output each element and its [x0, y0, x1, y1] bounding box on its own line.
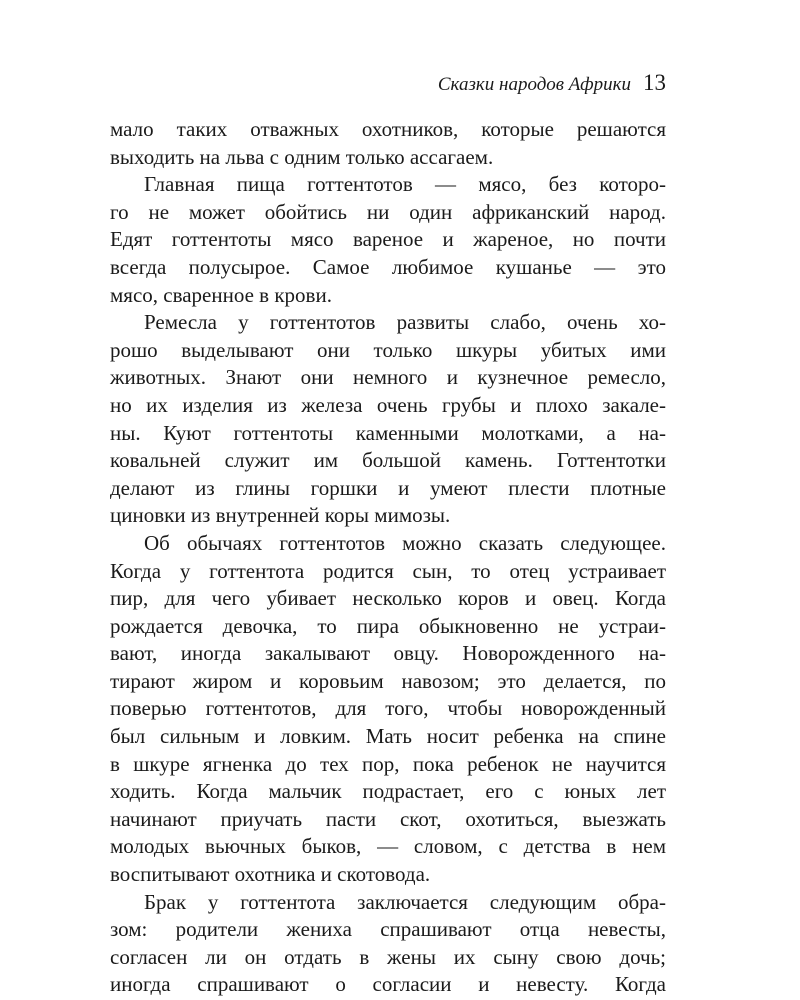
text-line: Брак у готтентота заключается следующим обра- — [144, 889, 666, 914]
text-line: ходить. Когда мальчик подрастает, его с юных лет — [110, 779, 666, 804]
text-line: начинают приучать пасти скот, охотиться, выезжать — [110, 806, 666, 831]
body-text — [110, 116, 666, 999]
text-line: Едят готтентоты мясо вареное и жареное, но почти — [110, 227, 666, 252]
running-header — [110, 70, 666, 100]
text-line: тирают жиром и коровьим навозом; это делается, по — [110, 668, 666, 693]
text-line: Главная пища готтентотов — мясо, без которо- — [144, 172, 666, 197]
running-header-title: Сказки народов Африки — [437, 74, 631, 95]
text-line: делают из глины горшки и умеют плести плотные — [110, 475, 666, 500]
text-line: пир, для чего убивает несколько коров и овец. Когда — [110, 586, 666, 611]
page-number: 13 — [643, 70, 666, 95]
text-line: животных. Знают они немного и кузнечное ремесло, — [110, 365, 666, 390]
text-line: мясо, сваренное в крови. — [110, 282, 332, 307]
text-line: ны. Куют готтентоты каменными молотками, а на- — [110, 420, 666, 445]
text-line: но их изделия из железа очень грубы и плохо закале- — [110, 392, 666, 417]
text-line: Когда у готтентота родится сын, то отец устраивает — [110, 558, 666, 583]
text-line: иногда спрашивают о согласии и невесту. Когда — [110, 972, 666, 997]
text-line: воспитывают охотника и скотовода. — [110, 862, 431, 887]
text-line: ковальней служит им большой камень. Готтентотки — [110, 448, 666, 473]
text-line: циновки из внутренней коры мимозы. — [110, 503, 451, 528]
text-line: Ремесла у готтентотов развиты слабо, очень хо- — [144, 310, 666, 335]
text-line: Об обычаях готтентотов можно сказать следующее. — [144, 530, 666, 555]
text-line: молодых вьючных быков, — словом, с детства в нем — [110, 834, 666, 859]
text-line: мало таких отважных охотников, которые решаются — [110, 117, 666, 141]
text-line: поверью готтентотов, для того, чтобы новорожденный — [110, 696, 666, 721]
text-line: го не может обойтись ни один африканский народ. — [110, 199, 666, 224]
text-line: зом: родители жениха спрашивают отца невесты, — [110, 917, 666, 942]
text-line: в шкуре ягненка до тех пор, пока ребенок не научится — [110, 751, 666, 776]
text-line: согласен ли он отдать в жены их сыну свою дочь; — [110, 944, 666, 969]
text-line: выходить на льва с одним только ассагаем. — [110, 144, 494, 169]
text-line: всегда полусырое. Самое любимое кушанье — это — [110, 254, 666, 279]
text-line: был сильным и ловким. Мать носит ребенка на спине — [110, 724, 666, 749]
text-line: рождается девочка, то пира обыкновенно не устраи- — [110, 613, 666, 638]
text-line: рошо выделывают они только шкуры убитых ими — [110, 337, 666, 362]
text-line: вают, иногда закалывают овцу. Новорожденного на- — [110, 641, 666, 666]
